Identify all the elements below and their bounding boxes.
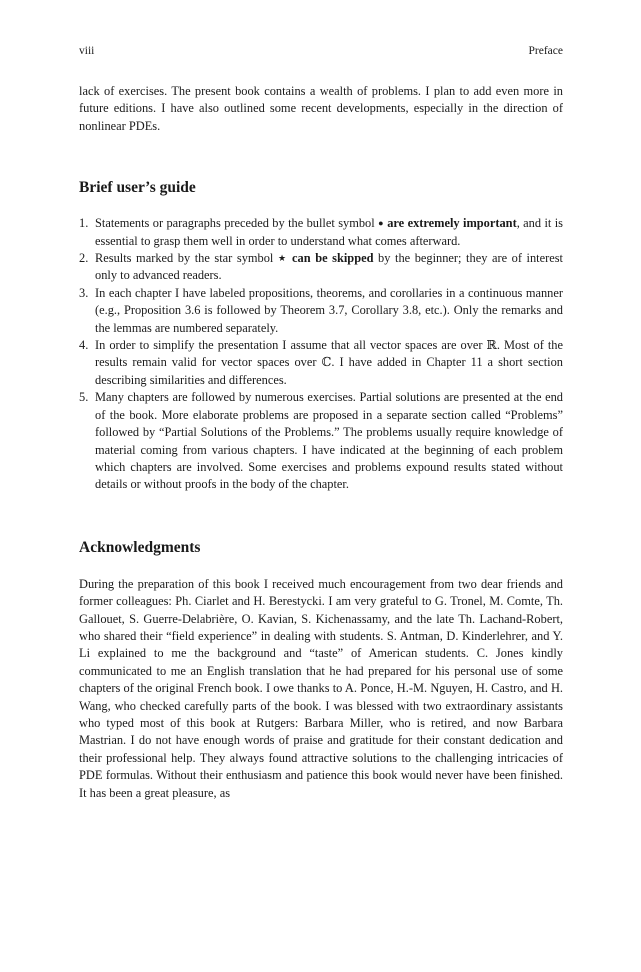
guide-item-number: 3. [79,285,89,300]
running-title: Preface [528,45,563,57]
guide-item-number: 4. [79,338,89,353]
page-number: viii [79,45,95,57]
guide-item-4 [79,337,563,389]
guide-item-text-rest: by the beginner; they are of interest only to advanced readers. [95,251,563,283]
guide-item-emphasis: are extremely important [383,216,517,231]
guide-item-number: 2. [79,251,89,266]
guide-item-text: Results marked by the star symbol [95,251,278,266]
section-heading-guide: Brief user’s guide [79,179,196,197]
guide-item-2 [79,250,563,285]
star-symbol-icon: ★ [277,253,288,264]
guide-item-1 [79,215,563,250]
guide-item-text-rest: , and it is essential to grasp them well in order to understand what comes afterward. [95,216,563,248]
guide-item-text: Statements or paragraphs preceded by the bullet symbol [95,216,379,231]
guide-list [79,215,563,494]
guide-item-text: Many chapters are followed by numerous exercises. Partial solutions are presented at the end of the book. More elaborate problems are proposed in a separate section called “Problems” followed by “Partial Solutions of the Problems.” The problems usually require knowledge of material coming from various chapters. I have indicated at the beginning of each problem which chapters are involved. Some exercises and problems expound results stated without details or without proofs in the body of the chapter. [95,390,563,492]
guide-item-3 [79,285,563,337]
guide-item-number: 1. [79,216,89,231]
guide-item-5 [79,389,563,493]
guide-item-emphasis: can be skipped [287,251,374,266]
running-head [79,44,563,58]
guide-item-text: In order to simplify the presentation I assume that all vector spaces are over ℝ. Most of the results remain valid for vector spaces over ℂ. I have added in Chapter 11 a short section describing similarities and differences. [95,338,563,387]
section-heading-acknowledgments: Acknowledgments [79,538,201,556]
guide-item-number: 5. [79,390,89,405]
book-page [79,44,563,802]
acknowledgments-paragraph: During the preparation of this book I received much encouragement from two dear friends and former colleagues: Ph. Ciarlet and H. Berestycki. I am very grateful to G. Tronel, M. Comte, Th. Gallouet, S. Guerre-Delabrière, O. Kavian, S. Kichenassamy, and the late Th. Lachand-Robert, who shared their “field experience” in dealing with students. S. Antman, D. Kinderlehrer, and Y. Li explained to me the background and “taste” of American students. C. Jones kindly communicated to me an English translation that he had prepared for his personal use of some chapters of the original French book. I owe thanks to A. Ponce, H.-M. Nguyen, H. Castro, and H. Wang, who checked carefully parts of the book. I was blessed with two extraordinary assistants who typed most of this book at Rutgers: Barbara Miller, who is retired, and now Barbara Mastrian. I do not have enough words of praise and gratitude for their constant dedication and their professional help. They always found attractive solutions to the challenging intricacies of PDE formulas. Without their enthusiasm and patience this book would never have been finished. It has been a great pleasure, as [79,576,563,800]
bullet-symbol-icon: ● [378,218,384,229]
guide-item-text: In each chapter I have labeled propositions, theorems, and corollaries in a continuous manner (e.g., Proposition 3.6 is followed by Theorem 3.7, Corollary 3.8, etc.). Only the remarks and the lemmas are numbered separately. [95,285,563,335]
intro-paragraph: lack of exercises. The present book contains a wealth of problems. I plan to add even more in future editions. I have also outlined some recent developments, especially in the direction of nonlinear PDEs. [79,84,563,133]
